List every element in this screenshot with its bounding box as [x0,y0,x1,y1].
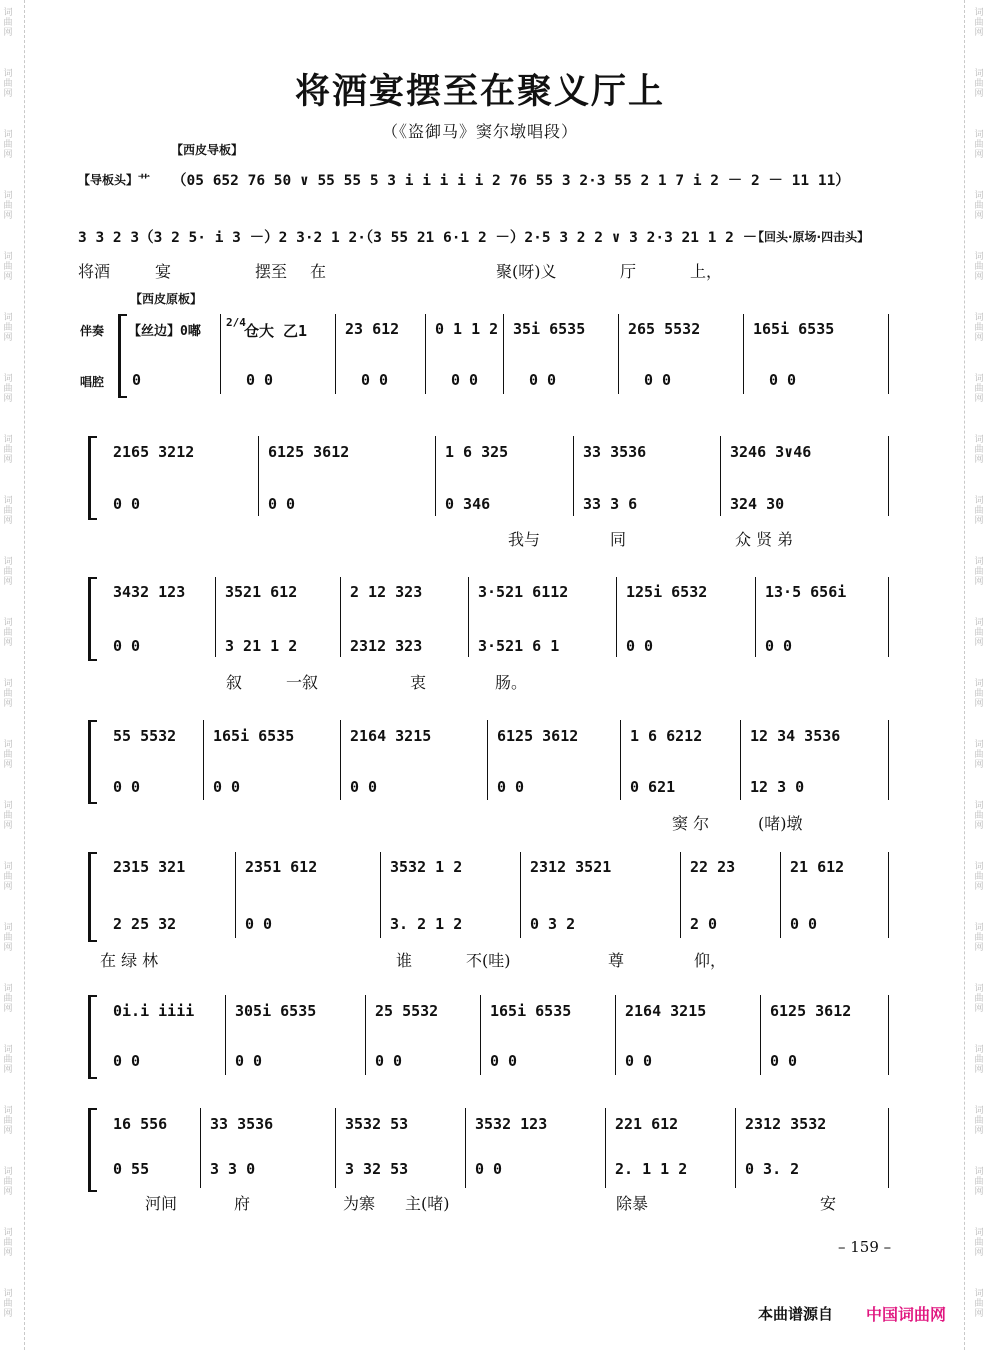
watermark-text: 词曲网 [974,1045,984,1075]
vocal-measure: 0 0 [361,371,389,389]
watermark-text: 词曲网 [3,496,13,526]
accompaniment-measure: 2164 3215 [625,1002,707,1020]
vocal-measure: 0 0 [769,371,797,389]
watermark-text: 词曲网 [974,374,984,404]
vocal-measure: 3 32 53 [345,1160,409,1178]
watermark-text: 词曲网 [3,69,13,99]
bar-line [618,314,619,394]
lyric: 宴 [155,262,172,281]
vocal-measure: 2 25 32 [113,915,177,933]
accompaniment-measure: 2 12 323 [350,583,423,601]
label-accompaniment: 伴奏 [80,324,105,338]
lyric: 摆至 [255,262,288,281]
bar-line [888,436,889,516]
lyric: 尊 [608,951,625,970]
vocal-measure: 12 3 0 [750,778,805,796]
watermark-text: 词曲网 [974,1289,984,1319]
accompaniment-measure: 3532 53 [345,1115,409,1133]
vocal-measure: 0 621 [630,778,676,796]
watermark-text: 词曲网 [3,740,13,770]
system-bracket [118,314,127,398]
intro-notes-line2: 3 3 2 3（3 2 5· i 3 －）2 3·2 1 2·（3 55 21 6·1 2 －）2·5 3 2 2 ∨ 3 2·3 21 1 2 － [78,230,758,246]
lyric: 一叙 [286,673,319,692]
system-bracket [88,436,97,520]
watermark-text: 词曲网 [3,557,13,587]
bar-line [573,436,574,516]
lyric: 在 绿 林 [100,951,159,970]
bar-line [503,314,504,394]
vocal-measure: 0 3. 2 [745,1160,800,1178]
accompaniment-measure: 22 23 [690,858,736,876]
watermark-text: 词曲网 [3,923,13,953]
vocal-measure: 0 0 [475,1160,503,1178]
lyric: 在 [310,262,327,281]
bar-line [720,436,721,516]
right-edge-line [964,0,965,1350]
section-label-yuanban: 【西皮原板】 [130,292,203,306]
page-subtitle: （《盗御马》窦尔墩唱段） [381,122,578,141]
system-bracket [88,720,97,804]
lyric: 不(哇) [466,951,511,970]
watermark-text: 词曲网 [3,252,13,282]
system-bracket [88,995,97,1079]
vocal-measure: 0 3 2 [530,915,576,933]
bar-line [215,577,216,657]
vocal-measure: 0 55 [113,1160,150,1178]
accompaniment-measure: 125i 6532 [626,583,708,601]
vocal-measure: 0 0 [113,637,141,655]
bar-line [480,995,481,1075]
accompaniment-measure: 6125 3612 [268,443,350,461]
bar-line [435,436,436,516]
system-bracket [88,852,97,942]
bar-line [888,577,889,657]
vocal-measure: 33 3 6 [583,495,638,513]
accompaniment-measure: 2351 612 [245,858,318,876]
accompaniment-measure: 25 5532 [375,1002,439,1020]
page-title: 将酒宴摆至在聚义厅上 [294,72,665,112]
bar-line [225,995,226,1075]
lyric: 安 [820,1194,837,1213]
accompaniment-measure: 6125 3612 [770,1002,852,1020]
watermark-text: 词曲网 [3,1289,13,1319]
bar-line [335,314,336,394]
watermark-text: 词曲网 [3,1106,13,1136]
bar-line [616,577,617,657]
lyric: 我与 [508,530,541,549]
lyric: 河间 [145,1194,178,1213]
vocal-measure: 0 0 [625,1052,653,1070]
watermark-text: 词曲网 [974,1228,984,1258]
vocal-measure: 0 0 [770,1052,798,1070]
accompaniment-measure: 3246 3∨46 [730,443,812,461]
vocal-measure: 0 0 [765,637,793,655]
lyric: 聚(呀)义 [496,262,557,281]
lyric: 谁 [396,951,413,970]
vocal-measure: 3 3 0 [210,1160,256,1178]
bar-line [203,720,204,800]
bar-line [620,720,621,800]
watermark-text: 词曲网 [3,801,13,831]
watermark-text: 词曲网 [3,8,13,38]
watermark-text: 词曲网 [974,740,984,770]
watermark-text: 词曲网 [3,984,13,1014]
vocal-measure: 3·521 6 1 [478,637,560,655]
lyric: 肠。 [495,673,528,692]
lyric: 主(啫) [405,1194,450,1213]
vocal-measure: 0 [132,371,142,389]
bar-line [425,314,426,394]
bar-line [888,852,889,938]
lyric: 府 [234,1194,251,1213]
accompaniment-measure: 1 6 6212 [630,727,703,745]
watermark-text: 词曲网 [3,1228,13,1258]
bar-line [735,1108,736,1188]
page-number: – 159 – [838,1238,892,1256]
bar-line [465,1108,466,1188]
bar-line [468,577,469,657]
label-vocal: 唱腔 [80,375,105,389]
watermark-text: 词曲网 [974,1167,984,1197]
lyric: 同 [610,530,627,549]
bar-line [340,577,341,657]
section-label-daoban: 【西皮导板】 [171,143,244,157]
accompaniment-measure: 221 612 [615,1115,679,1133]
time-signature: 2/4 [226,316,246,329]
watermark-text: 词曲网 [974,862,984,892]
watermark-text: 词曲网 [3,679,13,709]
watermark-text: 词曲网 [3,313,13,343]
vocal-measure: 0 0 [113,778,141,796]
intro-notes-line1: （05 652 76 50 ∨ 55 55 5 3 i i i i i 2 76 55 3 2·3 55 2 1 7 i 2 － 2 － 11 11） [172,173,850,189]
accompaniment-measure: 2312 3532 [745,1115,827,1133]
accompaniment-measure: 33 3536 [583,443,647,461]
vocal-measure: 0 0 [350,778,378,796]
accompaniment-measure: 3532 123 [475,1115,548,1133]
watermark-text: 词曲网 [3,435,13,465]
bar-line [340,720,341,800]
bar-line [258,436,259,516]
vocal-measure: 0 0 [790,915,818,933]
watermark-text: 词曲网 [3,862,13,892]
system-bracket [88,577,97,661]
vocal-measure: 0 0 [213,778,241,796]
bar-line [335,1108,336,1188]
vocal-measure: 3 21 1 2 [225,637,298,655]
lyric: 厅 [620,262,637,281]
lyric: 除暴 [616,1194,649,1213]
bar-line [780,852,781,938]
bar-line [487,720,488,800]
bar-line [380,852,381,938]
lyric: (啫)墩 [758,814,803,833]
lyric: 窦 尔 [672,814,710,833]
lyric: 将酒 [78,262,111,281]
accompaniment-measure: 165i 6535 [753,320,835,338]
left-edge-line [24,0,25,1350]
accompaniment-measure: 21 612 [790,858,845,876]
accompaniment-measure: 3·521 6112 [478,583,569,601]
system-bracket [88,1108,97,1192]
watermark-text: 词曲网 [974,557,984,587]
vocal-measure: 0 0 [529,371,557,389]
watermark-text: 词曲网 [3,618,13,648]
bar-line [888,1108,889,1188]
footer-source-text: 本曲谱源自 [758,1305,834,1323]
lyric: 众 贤 弟 [735,530,794,549]
watermark-text: 词曲网 [974,984,984,1014]
lyric: 上， [690,262,723,281]
vocal-measure: 0 0 [644,371,672,389]
watermark-text: 词曲网 [974,801,984,831]
watermark-text: 词曲网 [974,130,984,160]
accompaniment-measure: 35i 6535 [513,320,586,338]
accompaniment-measure: 16 556 [113,1115,168,1133]
vocal-measure: 0 0 [490,1052,518,1070]
vocal-measure: 0 0 [245,915,273,933]
bar-line [743,314,744,394]
accompaniment-measure: 12 34 3536 [750,727,841,745]
vocal-measure: 2. 1 1 2 [615,1160,688,1178]
bar-line [888,314,889,394]
accompaniment-measure: 0 1 1 2 [435,320,499,338]
vocal-measure: 3. 2 1 2 [390,915,463,933]
bar-line [615,995,616,1075]
vocal-measure: 0 0 [268,495,296,513]
bar-line [605,1108,606,1188]
accompaniment-measure: 1 6 325 [445,443,509,461]
watermark-text: 词曲网 [974,435,984,465]
watermark-text: 词曲网 [3,1045,13,1075]
watermark-text: 词曲网 [974,69,984,99]
accompaniment-measure: 0i.i iiii [113,1002,195,1020]
vocal-measure: 0 0 [246,371,274,389]
watermark-text: 词曲网 [974,618,984,648]
watermark-text: 词曲网 [3,130,13,160]
vocal-measure: 324 30 [730,495,785,513]
footer-site-link[interactable]: 中国词曲网 [866,1305,947,1324]
bar-line [888,995,889,1075]
bar-line [755,577,756,657]
watermark-text: 词曲网 [3,1167,13,1197]
system1-pre: 【丝边】0嘟 [128,324,201,339]
accompaniment-measure: 165i 6535 [490,1002,572,1020]
bar-line [888,720,889,800]
accompaniment-measure: 2312 3521 [530,858,612,876]
bar-line [220,314,221,394]
vocal-measure: 0 0 [451,371,479,389]
watermark-text: 词曲网 [974,1106,984,1136]
vocal-measure: 0 0 [375,1052,403,1070]
bar-line [760,995,761,1075]
watermark-text: 词曲网 [974,679,984,709]
watermark-text: 词曲网 [974,191,984,221]
intro-cue: 【回头·原场·四击头】 [752,230,870,244]
bar-line [235,852,236,938]
accompaniment-measure: 2165 3212 [113,443,195,461]
accompaniment-measure: 3532 1 2 [390,858,463,876]
accompaniment-measure: 23 612 [345,320,400,338]
accompaniment-measure: 265 5532 [628,320,701,338]
accompaniment-measure: 3432 123 [113,583,186,601]
vocal-measure: 0 0 [497,778,525,796]
bar-line [200,1108,201,1188]
bar-line [365,995,366,1075]
bar-line [740,720,741,800]
accompaniment-measure: 3521 612 [225,583,298,601]
watermark-text: 词曲网 [3,374,13,404]
vocal-measure: 0 0 [113,495,141,513]
accompaniment-measure: 165i 6535 [213,727,295,745]
bar-line [520,852,521,938]
vocal-measure: 2 0 [690,915,718,933]
watermark-text: 词曲网 [974,313,984,343]
accompaniment-measure: 55 5532 [113,727,177,745]
accompaniment-measure: 2164 3215 [350,727,432,745]
bar-line [680,852,681,938]
lyric: 叙 [226,673,243,692]
watermark-text: 词曲网 [974,923,984,953]
watermark-text: 词曲网 [974,252,984,282]
watermark-text: 词曲网 [974,496,984,526]
accompaniment-measure: 仓大 乙1 [244,322,308,340]
lyric: 衷 [410,673,427,692]
accompaniment-measure: 33 3536 [210,1115,274,1133]
watermark-text: 词曲网 [3,191,13,221]
intro-prefix: 【导板头】艹 [78,173,151,187]
accompaniment-measure: 305i 6535 [235,1002,317,1020]
vocal-measure: 2312 323 [350,637,423,655]
vocal-measure: 0 0 [626,637,654,655]
vocal-measure: 0 346 [445,495,491,513]
watermark-text: 词曲网 [974,8,984,38]
accompaniment-measure: 13·5 656i [765,583,847,601]
lyric: 仰， [694,951,727,970]
accompaniment-measure: 6125 3612 [497,727,579,745]
accompaniment-measure: 2315 321 [113,858,186,876]
vocal-measure: 0 0 [113,1052,141,1070]
lyric: 为寨 [343,1194,376,1213]
vocal-measure: 0 0 [235,1052,263,1070]
